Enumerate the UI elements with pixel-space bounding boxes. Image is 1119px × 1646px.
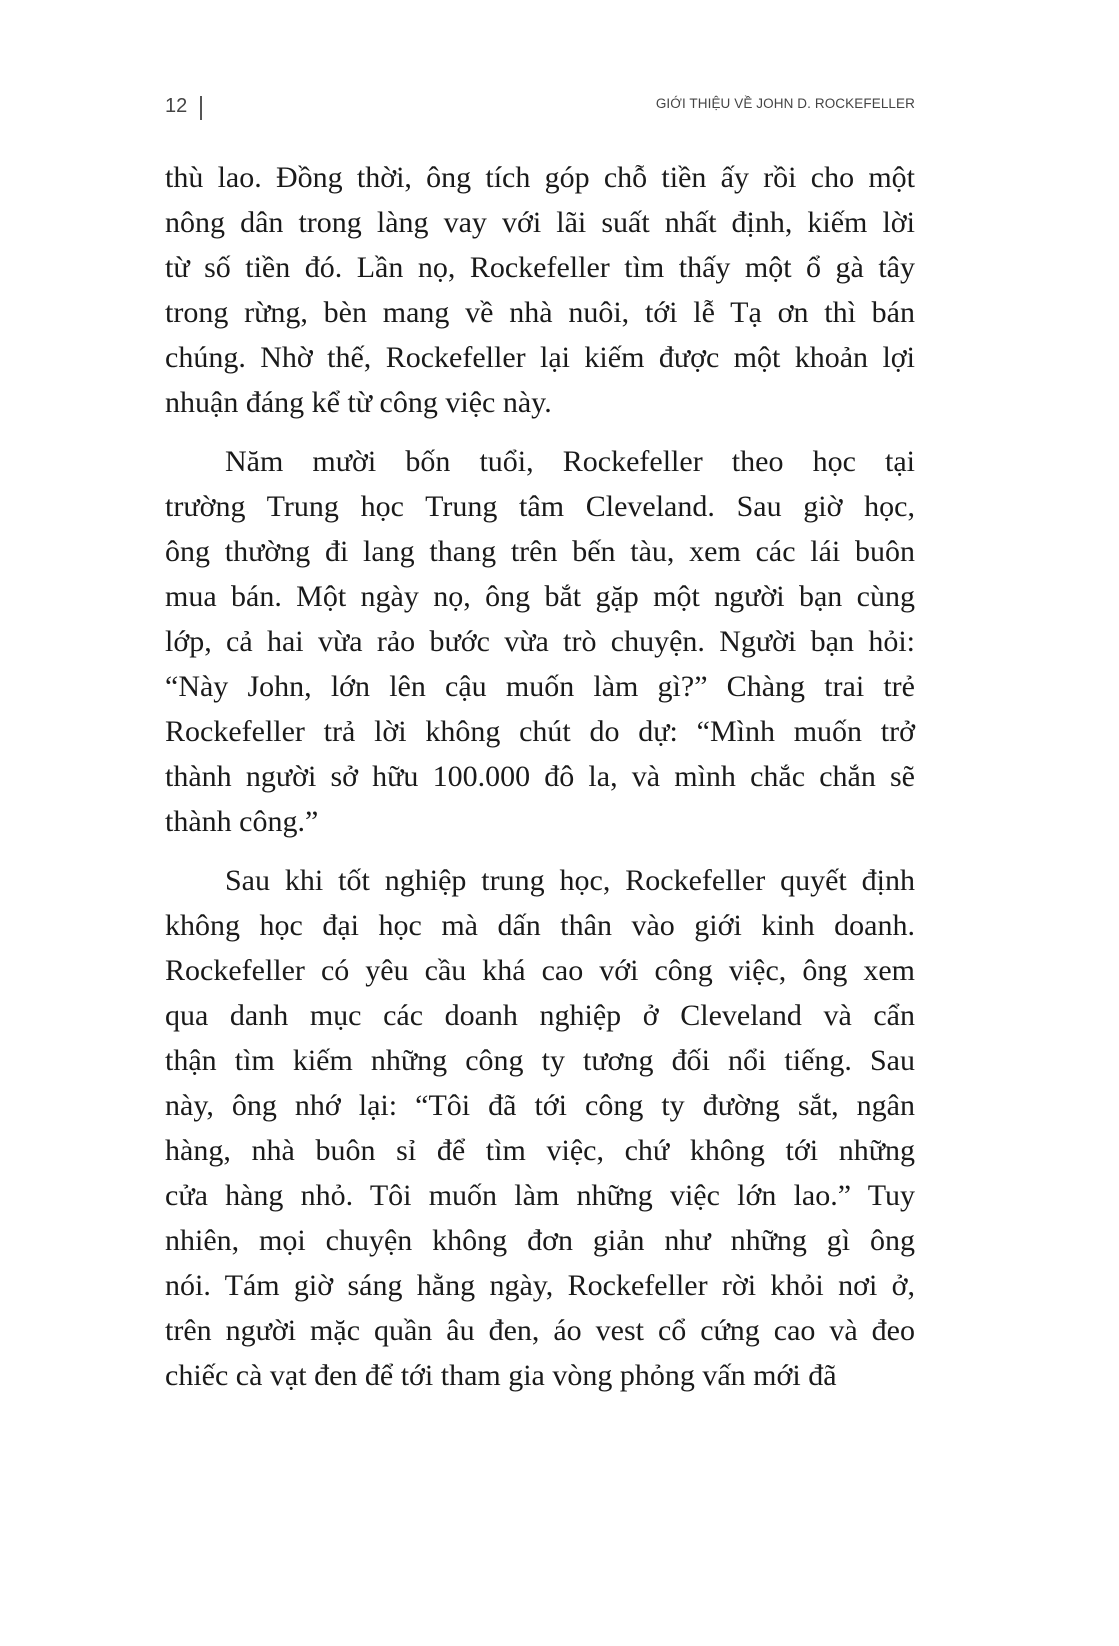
text-line: qua danh mục các doanh nghiệp ở Cleveland và cẩn — [165, 999, 915, 1032]
paragraph — [165, 155, 915, 425]
text-line: mua bán. Một ngày nọ, ông bắt gặp một người bạn cùng — [165, 580, 915, 613]
text-line: nhiên, mọi chuyện không đơn giản như những gì ông — [165, 1224, 915, 1257]
text-line: hàng, nhà buôn sỉ để tìm việc, chứ không tới những — [165, 1134, 915, 1167]
text-line: trường Trung học Trung tâm Cleveland. Sau giờ học, — [165, 490, 915, 523]
text-line: trên người mặc quần âu đen, áo vest cổ cứng cao và đeo — [165, 1314, 915, 1347]
paragraph — [165, 858, 915, 1398]
text-line: không học đại học mà dấn thân vào giới kinh doanh. — [165, 909, 915, 942]
page-number: 12 — [165, 95, 188, 117]
text-line: thành công.” — [165, 805, 319, 838]
text-line: lớp, cả hai vừa rảo bước vừa trò chuyện. Người bạn hỏi: — [165, 625, 915, 658]
body-text — [165, 155, 915, 1412]
paragraph — [165, 439, 915, 844]
text-line: “Này John, lớn lên cậu muốn làm gì?” Chàng trai trẻ — [165, 670, 915, 703]
text-line: cửa hàng nhỏ. Tôi muốn làm những việc lớn lao.” Tuy — [165, 1179, 915, 1212]
text-line: chúng. Nhờ thế, Rockefeller lại kiếm được một khoản lợi — [165, 341, 915, 374]
text-line: nói. Tám giờ sáng hằng ngày, Rockefeller rời khỏi nơi ở, — [165, 1269, 915, 1302]
text-line: Rockefeller có yêu cầu khá cao với công việc, ông xem — [165, 954, 915, 987]
text-line: Sau khi tốt nghiệp trung học, Rockefeller quyết định — [225, 864, 915, 897]
text-line: Năm mười bốn tuổi, Rockefeller theo học tại — [225, 445, 915, 478]
header-divider — [200, 96, 202, 120]
text-line: Rockefeller trả lời không chút do dự: “Mình muốn trở — [165, 715, 915, 748]
text-line: nông dân trong làng vay với lãi suất nhất định, kiếm lời — [165, 206, 915, 239]
text-line: nhuận đáng kể từ công việc này. — [165, 386, 552, 419]
text-line: ông thường đi lang thang trên bến tàu, xem các lái buôn — [165, 535, 915, 568]
text-line: thận tìm kiếm những công ty tương đối nổi tiếng. Sau — [165, 1044, 915, 1077]
text-line: thành người sở hữu 100.000 đô la, và mình chắc chắn sẽ — [165, 760, 915, 793]
text-line: này, ông nhớ lại: “Tôi đã tới công ty đường sắt, ngân — [165, 1089, 915, 1122]
text-line: trong rừng, bèn mang về nhà nuôi, tới lễ Tạ ơn thì bán — [165, 296, 915, 329]
running-title: GIỚI THIỆU VỀ JOHN D. ROCKEFELLER — [655, 96, 915, 111]
text-line: thù lao. Đồng thời, ông tích góp chỗ tiền ấy rồi cho một — [165, 161, 915, 194]
text-line: chiếc cà vạt đen để tới tham gia vòng phỏng vấn mới đã — [165, 1359, 837, 1392]
text-line: từ số tiền đó. Lần nọ, Rockefeller tìm thấy một ổ gà tây — [165, 251, 915, 284]
